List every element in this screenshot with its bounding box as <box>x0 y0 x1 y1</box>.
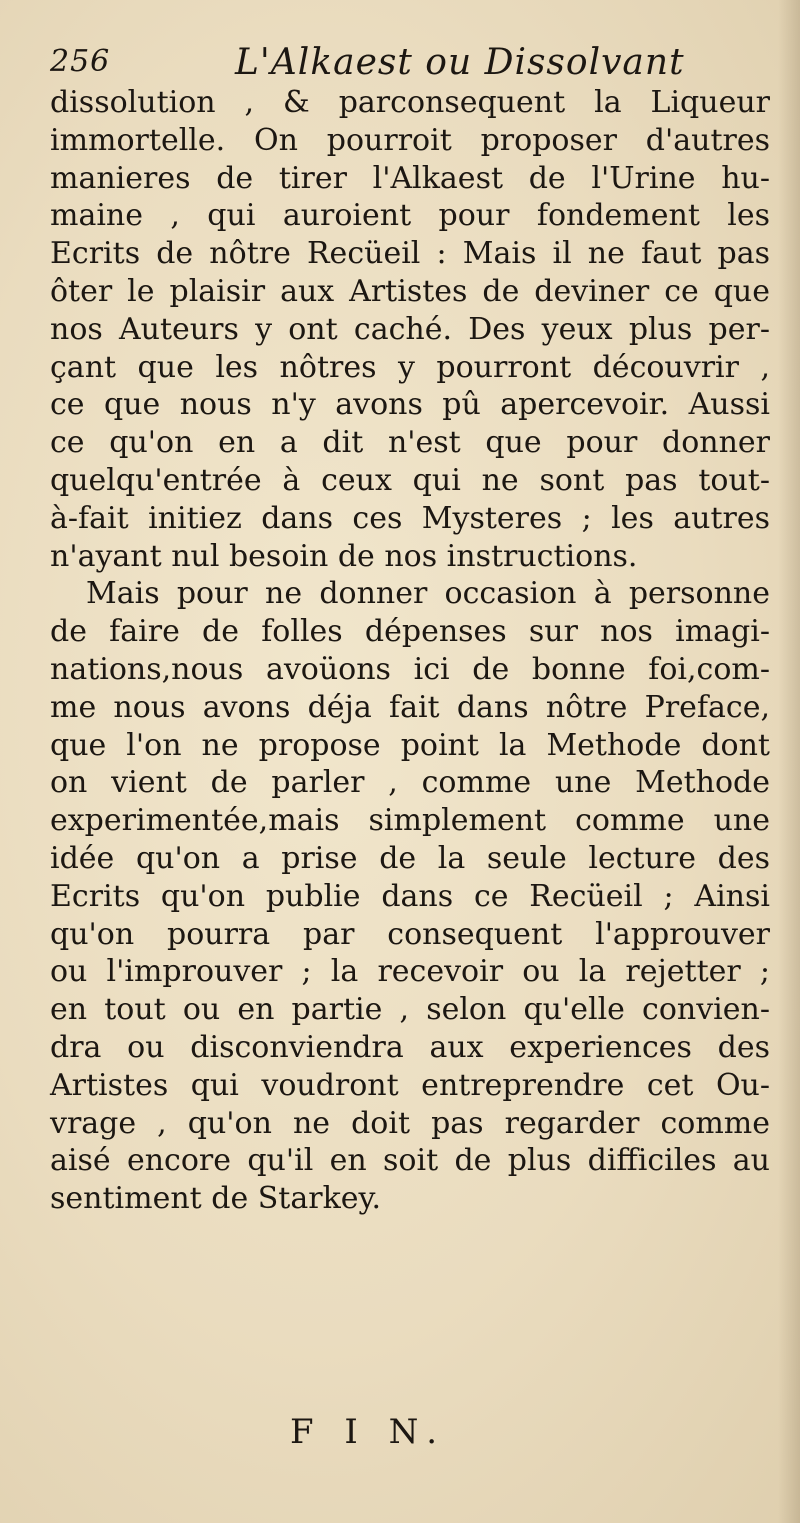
text-line: que l'on ne propose point la Methode dont <box>50 727 770 763</box>
page-edge-shadow <box>778 0 800 1523</box>
text-line: de faire de folles dépenses sur nos imagi- <box>50 614 770 650</box>
paragraph-start-line: Mais pour ne donner occasion à personne <box>86 576 770 612</box>
text-line: me nous avons déja fait dans nôtre Preface, <box>50 689 770 725</box>
text-line: Ecrits de nôtre Recüeil : Mais il ne faut pas <box>50 236 770 272</box>
text-line: çant que les nôtres y pourront découvrir , <box>50 349 770 385</box>
page-number: 256 <box>50 44 111 79</box>
text-line: qu'on pourra par consequent l'approuver <box>50 916 770 952</box>
text-line: sentiment de Starkey. <box>50 1181 381 1217</box>
text-line: aisé encore qu'il en soit de plus difficiles au <box>50 1143 770 1179</box>
text-line: nos Auteurs y ont caché. Des yeux plus per- <box>50 311 770 347</box>
text-line: ce que nous n'y avons pû apercevoir. Aussi <box>50 387 770 423</box>
text-line: dra ou disconviendra aux experiences des <box>50 1029 770 1065</box>
text-line: manieres de tirer l'Alkaest de l'Urine hu- <box>50 160 770 196</box>
text-line: nations,nous avoüons ici de bonne foi,com- <box>50 651 770 687</box>
text-line: immortelle. On pourroit proposer d'autres <box>50 122 770 158</box>
page-header <box>50 42 750 86</box>
text-line: n'ayant nul besoin de nos instructions. <box>50 538 638 574</box>
text-line: maine , qui auroient pour fondement les <box>50 198 770 234</box>
text-line: Ecrits qu'on publie dans ce Recüeil ; Ainsi <box>50 878 770 914</box>
body-text <box>50 84 770 1218</box>
text-line: en tout ou en partie , selon qu'elle convien- <box>50 992 770 1028</box>
text-line: experimentée,mais simplement comme une <box>50 803 770 839</box>
fin-mark: F I N. <box>290 1412 448 1452</box>
text-line: ôter le plaisir aux Artistes de deviner ce que <box>50 273 770 309</box>
text-line: à-fait initiez dans ces Mysteres ; les autres <box>50 500 770 536</box>
text-line: ce qu'on en a dit n'est que pour donner <box>50 425 770 461</box>
running-title: L'Alkaest ou Dissolvant <box>235 42 685 83</box>
text-line: ou l'improuver ; la recevoir ou la rejetter ; <box>50 954 770 990</box>
text-line: dissolution , & parconsequent la Liqueur <box>50 85 770 120</box>
text-line: vrage , qu'on ne doit pas regarder comme <box>50 1105 770 1141</box>
text-line: quelqu'entrée à ceux qui ne sont pas tout- <box>50 462 770 498</box>
text-line: on vient de parler , comme une Methode <box>50 765 770 801</box>
text-line: Artistes qui voudront entreprendre cet Ou- <box>50 1067 770 1103</box>
text-line: idée qu'on a prise de la seule lecture des <box>50 840 770 876</box>
